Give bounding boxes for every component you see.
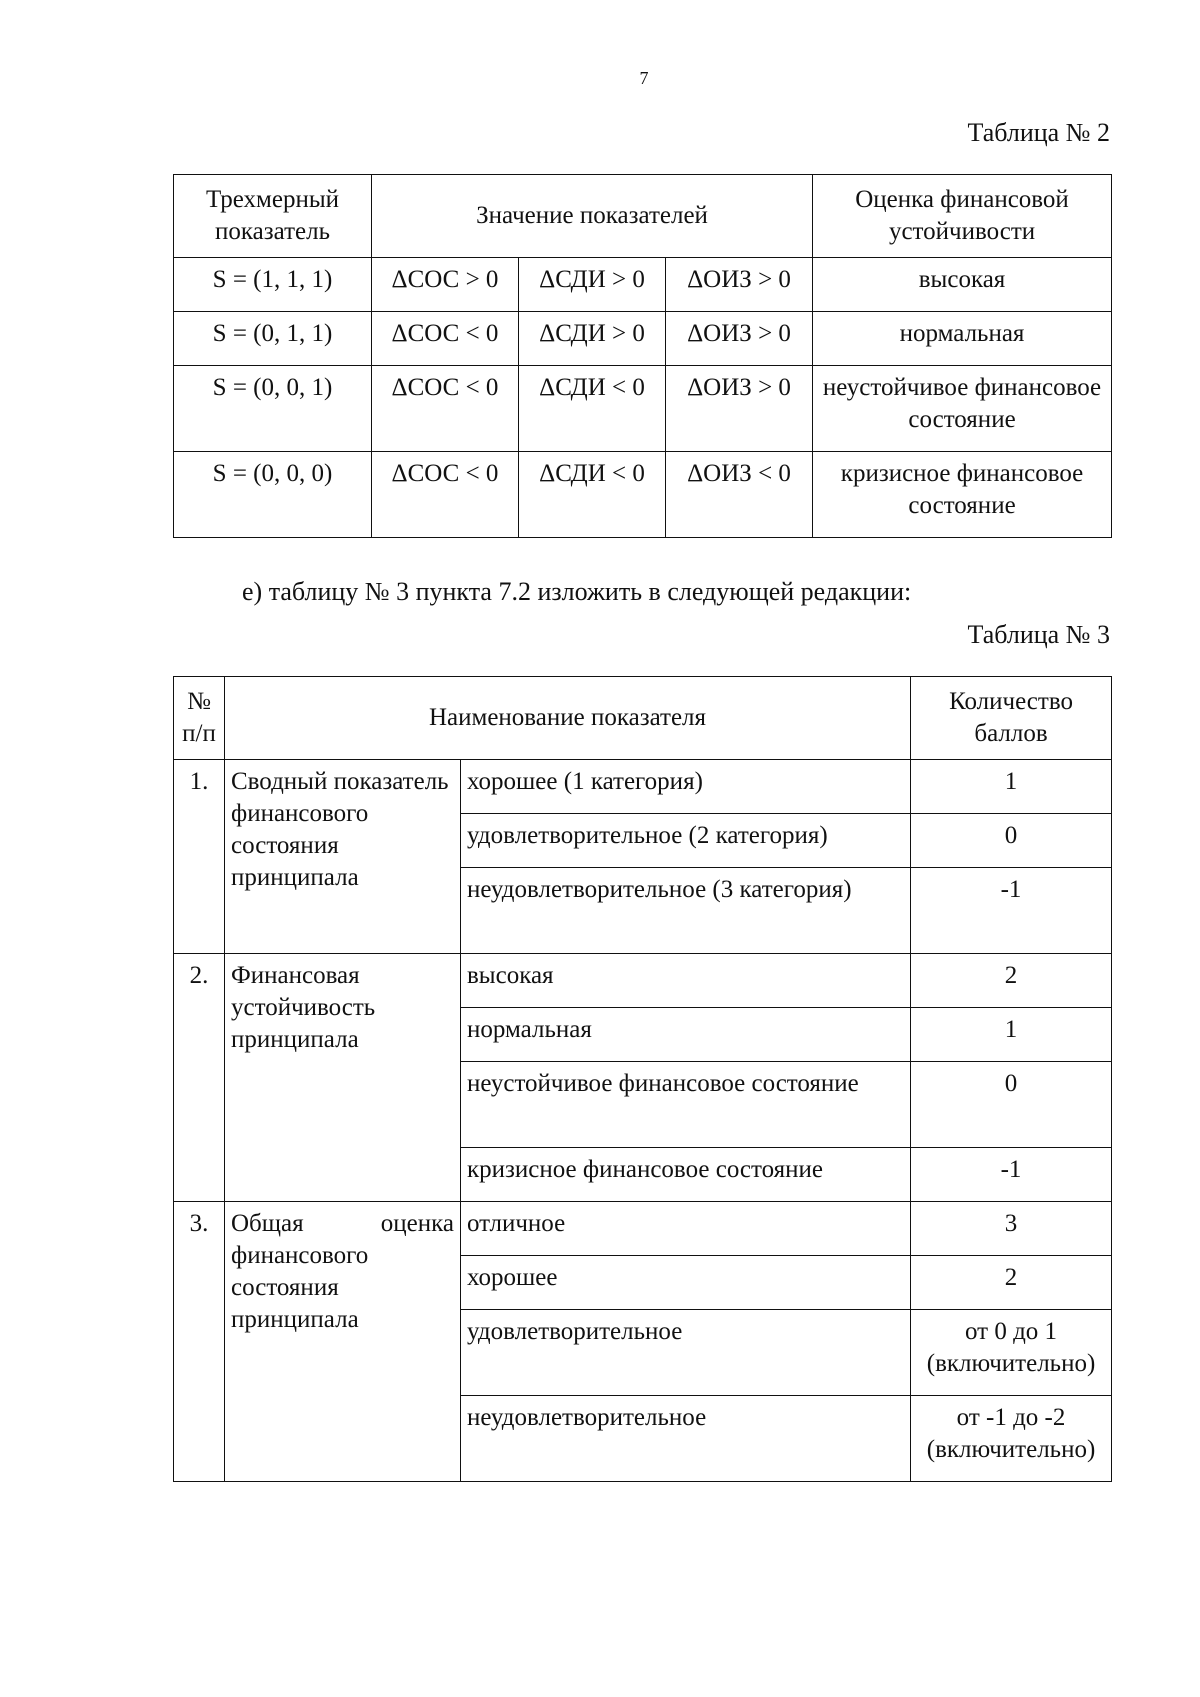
cell-item-label: удовлетворительное (2 категория)	[461, 814, 911, 868]
table-scoring	[173, 676, 1112, 1482]
cell-sdi: ΔСДИ < 0	[519, 452, 666, 538]
table-row	[174, 452, 1112, 538]
cell-item-points: 0	[911, 814, 1112, 868]
cell-item-points: 2	[911, 1256, 1112, 1310]
header-points: Количество баллов	[911, 677, 1112, 760]
cell-item-label: нормальная	[461, 1008, 911, 1062]
cell-item-label: неудовлетворительное	[461, 1396, 911, 1482]
cell-oiz: ΔОИЗ < 0	[666, 452, 813, 538]
table-financial-stability	[173, 174, 1112, 538]
table-row	[174, 760, 1112, 814]
cell-item-label: высокая	[461, 954, 911, 1008]
header-indicator-name: Наименование показателя	[225, 677, 911, 760]
cell-item-points: 1	[911, 1008, 1112, 1062]
table2-caption: Таблица № 2	[967, 118, 1110, 147]
table-row	[174, 258, 1112, 312]
table-row	[174, 954, 1112, 1008]
header-indicator-values: Значение показателей	[372, 175, 813, 258]
table-row	[174, 1202, 1112, 1256]
cell-item-label: неудовлетворительное (3 категория)	[461, 868, 911, 954]
cell-s: S = (0, 1, 1)	[174, 312, 372, 366]
cell-s: S = (1, 1, 1)	[174, 258, 372, 312]
cell-s: S = (0, 0, 1)	[174, 366, 372, 452]
cell-sdi: ΔСДИ < 0	[519, 366, 666, 452]
cell-sos: ΔСОС < 0	[372, 312, 519, 366]
cell-item-points: 3	[911, 1202, 1112, 1256]
cell-sos: ΔСОС > 0	[372, 258, 519, 312]
cell-oiz: ΔОИЗ > 0	[666, 258, 813, 312]
table-row	[174, 366, 1112, 452]
cell-sos: ΔСОС < 0	[372, 366, 519, 452]
table-header-row	[174, 677, 1112, 760]
cell-group-number: 1.	[174, 760, 225, 954]
cell-item-label: удовлетворительное	[461, 1310, 911, 1396]
table3-caption: Таблица № 3	[967, 620, 1110, 649]
header-stability-rating: Оценка финансовой устойчивости	[813, 175, 1112, 258]
header-3d-indicator: Трехмерный показатель	[174, 175, 372, 258]
cell-item-label: кризисное финансовое состояние	[461, 1148, 911, 1202]
cell-item-label: отличное	[461, 1202, 911, 1256]
cell-item-points: от 0 до 1 (включительно)	[911, 1310, 1112, 1396]
cell-item-points: 2	[911, 954, 1112, 1008]
cell-rating: неустойчивое финансовое состояние	[813, 366, 1112, 452]
cell-group-number: 3.	[174, 1202, 225, 1482]
header-number: № п/п	[174, 677, 225, 760]
cell-item-points: от -1 до -2 (включительно)	[911, 1396, 1112, 1482]
cell-oiz: ΔОИЗ > 0	[666, 312, 813, 366]
cell-item-points: 0	[911, 1062, 1112, 1148]
group-name-word: оценка	[380, 1210, 454, 1237]
cell-group-name: Финансовая устойчивость принципала	[225, 954, 461, 1202]
cell-oiz: ΔОИЗ > 0	[666, 366, 813, 452]
amendment-paragraph: е) таблицу № 3 пункта 7.2 изложить в следующей редакции:	[242, 577, 912, 606]
cell-group-number: 2.	[174, 954, 225, 1202]
cell-item-label: хорошее (1 категория)	[461, 760, 911, 814]
cell-rating: высокая	[813, 258, 1112, 312]
page-number: 7	[639, 68, 649, 88]
cell-item-points: 1	[911, 760, 1112, 814]
cell-rating: нормальная	[813, 312, 1112, 366]
cell-rating: кризисное финансовое состояние	[813, 452, 1112, 538]
cell-sdi: ΔСДИ > 0	[519, 312, 666, 366]
group-name-rest: финансового состояния принципала	[231, 1242, 369, 1333]
cell-item-points: -1	[911, 868, 1112, 954]
table-row	[174, 312, 1112, 366]
cell-item-points: -1	[911, 1148, 1112, 1202]
cell-group-name	[225, 1202, 461, 1482]
cell-sos: ΔСОС < 0	[372, 452, 519, 538]
cell-item-label: неустойчивое финансовое состояние	[461, 1062, 911, 1148]
cell-s: S = (0, 0, 0)	[174, 452, 372, 538]
table-header-row	[174, 175, 1112, 258]
cell-group-name: Сводный показатель финансового состояния принципала	[225, 760, 461, 954]
cell-item-label: хорошее	[461, 1256, 911, 1310]
group-name-word: Общая	[231, 1210, 304, 1237]
cell-sdi: ΔСДИ > 0	[519, 258, 666, 312]
